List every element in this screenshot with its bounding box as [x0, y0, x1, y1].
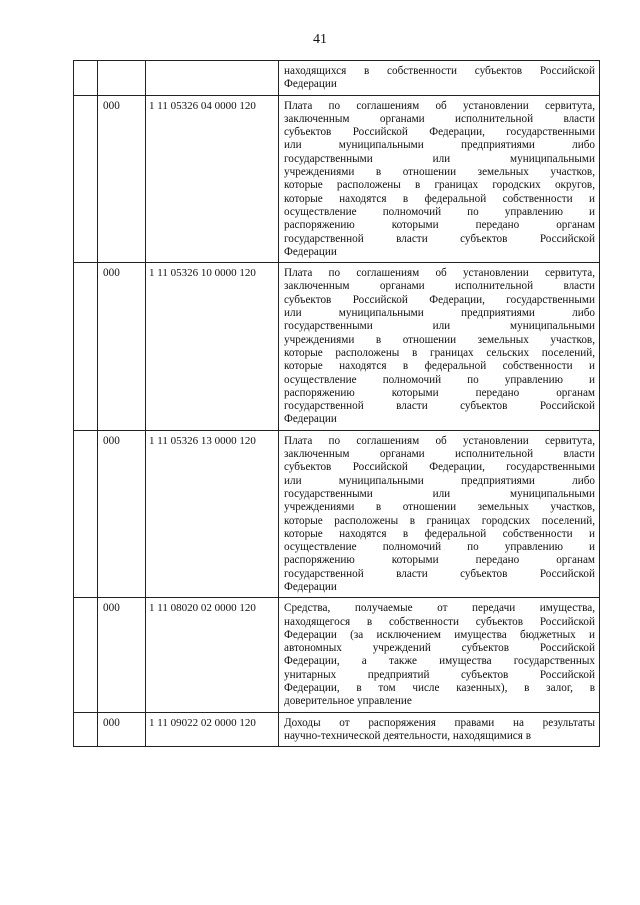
revenue-name-line: Средства, получаемые от передачи имущества,: [284, 602, 595, 615]
administrator-code-cell: 000: [98, 95, 146, 263]
revenue-name-line: субъектов Российской Федерации, государственными: [284, 293, 595, 306]
revenue-code-cell: [146, 61, 279, 96]
revenue-name-line: находящихся в собственности субъектов Российской: [284, 65, 595, 77]
revenue-code-cell: 1 11 08020 02 0000 120: [146, 598, 279, 712]
revenue-name-line: Федерации, а также имущества государственных: [284, 655, 595, 668]
revenue-name-cell: [279, 95, 600, 263]
revenue-name-line: научно-технической деятельности, находящимися в: [284, 729, 531, 742]
revenue-name-line: унитарных предприятий субъектов Российской: [284, 668, 595, 681]
revenue-name-line: субъектов Российской Федерации, государственными: [284, 126, 595, 139]
revenue-name-line: или муниципальными предприятиями либо: [284, 139, 595, 152]
revenue-name-line: осуществление полномочий по управлению и: [284, 541, 595, 554]
revenue-name-line: Федерации: [284, 245, 337, 258]
revenue-name-line: автономных учреждений субъектов Российской: [284, 642, 595, 655]
revenue-name-line: или муниципальными предприятиями либо: [284, 474, 595, 487]
revenue-name-line: Федерации (за исключением имущества бюджетных и: [284, 628, 595, 641]
revenue-name-line: государственными или муниципальными: [284, 320, 595, 333]
revenue-name-line: которые находятся в федеральной собственности и: [284, 360, 595, 373]
revenue-name-line: доверительное управление: [284, 695, 412, 708]
administrator-code-cell: [98, 61, 146, 96]
revenue-name-line: государственными или муниципальными: [284, 487, 595, 500]
revenue-name-line: заключенным органами исполнительной власти: [284, 448, 595, 461]
revenue-name-line: заключенным органами исполнительной власти: [284, 112, 595, 125]
administrator-code-cell: 000: [98, 263, 146, 431]
revenue-name-line: осуществление полномочий по управлению и: [284, 373, 595, 386]
revenue-name-line: государственной власти субъектов Российской: [284, 400, 595, 413]
page-number: 41: [313, 32, 327, 47]
revenue-name-cell: [279, 263, 600, 431]
revenue-name-line: распоряжению которыми передано органам: [284, 386, 595, 399]
empty-cell: [74, 61, 98, 96]
revenue-name-line: государственной власти субъектов Российской: [284, 567, 595, 580]
revenue-code-cell: 1 11 05326 13 0000 120: [146, 430, 279, 598]
revenue-name-line: Федерации: [284, 78, 337, 91]
revenue-name-line: Федерации: [284, 580, 337, 593]
table-row: [74, 95, 600, 263]
table-body: [74, 61, 600, 747]
revenue-name-line: субъектов Российской Федерации, государственными: [284, 461, 595, 474]
revenue-name-line: находящегося в собственности субъектов Российской: [284, 615, 595, 628]
revenue-name-line: которые находятся в федеральной собственности и: [284, 527, 595, 540]
revenue-name-line: заключенным органами исполнительной власти: [284, 280, 595, 293]
revenue-code-cell: 1 11 05326 10 0000 120: [146, 263, 279, 431]
revenue-name-line: или муниципальными предприятиями либо: [284, 307, 595, 320]
revenue-name-line: Плата по соглашениям об установлении сервитута,: [284, 267, 595, 280]
revenue-name-cell: [279, 430, 600, 598]
revenue-name-line: учреждениями в отношении земельных участков,: [284, 501, 595, 514]
revenue-name-line: которые расположены в границах сельских поселений,: [284, 346, 595, 359]
revenue-code-cell: 1 11 05326 04 0000 120: [146, 95, 279, 263]
administrator-code-cell: 000: [98, 598, 146, 712]
table-row: [74, 430, 600, 598]
empty-cell: [74, 430, 98, 598]
table-row: [74, 61, 600, 96]
revenue-name-line: учреждениями в отношении земельных участков,: [284, 166, 595, 179]
empty-cell: [74, 598, 98, 712]
revenue-name-line: осуществление полномочий по управлению и: [284, 205, 595, 218]
administrator-code-cell: 000: [98, 712, 146, 747]
revenue-name-line: Федерации, в том числе казенных), в залог, в: [284, 682, 595, 695]
revenue-name-line: Доходы от распоряжения правами на результаты: [284, 716, 595, 729]
table-row: [74, 712, 600, 747]
revenue-name-line: распоряжению которыми передано органам: [284, 554, 595, 567]
revenue-name-line: Плата по соглашениям об установлении сервитута,: [284, 99, 595, 112]
revenue-name-line: Федерации: [284, 413, 337, 426]
revenue-name-line: распоряжению которыми передано органам: [284, 219, 595, 232]
revenue-name-line: которые расположены в границах городских поселений,: [284, 514, 595, 527]
revenue-name-cell: [279, 712, 600, 747]
administrator-code-cell: 000: [98, 430, 146, 598]
revenue-name-line: государственной власти субъектов Российской: [284, 232, 595, 245]
revenue-name-line: которые находятся в федеральной собственности и: [284, 192, 595, 205]
income-codes-table: [73, 60, 600, 747]
revenue-name-line: которые расположены в границах городских округов,: [284, 179, 595, 192]
revenue-name-line: государственными или муниципальными: [284, 152, 595, 165]
revenue-name-line: Плата по соглашениям об установлении сервитута,: [284, 434, 595, 447]
empty-cell: [74, 95, 98, 263]
table-row: [74, 598, 600, 712]
revenue-name-line: учреждениями в отношении земельных участков,: [284, 333, 595, 346]
revenue-name-cell: [279, 61, 600, 96]
table-row: [74, 263, 600, 431]
empty-cell: [74, 263, 98, 431]
revenue-code-cell: 1 11 09022 02 0000 120: [146, 712, 279, 747]
empty-cell: [74, 712, 98, 747]
revenue-name-cell: [279, 598, 600, 712]
